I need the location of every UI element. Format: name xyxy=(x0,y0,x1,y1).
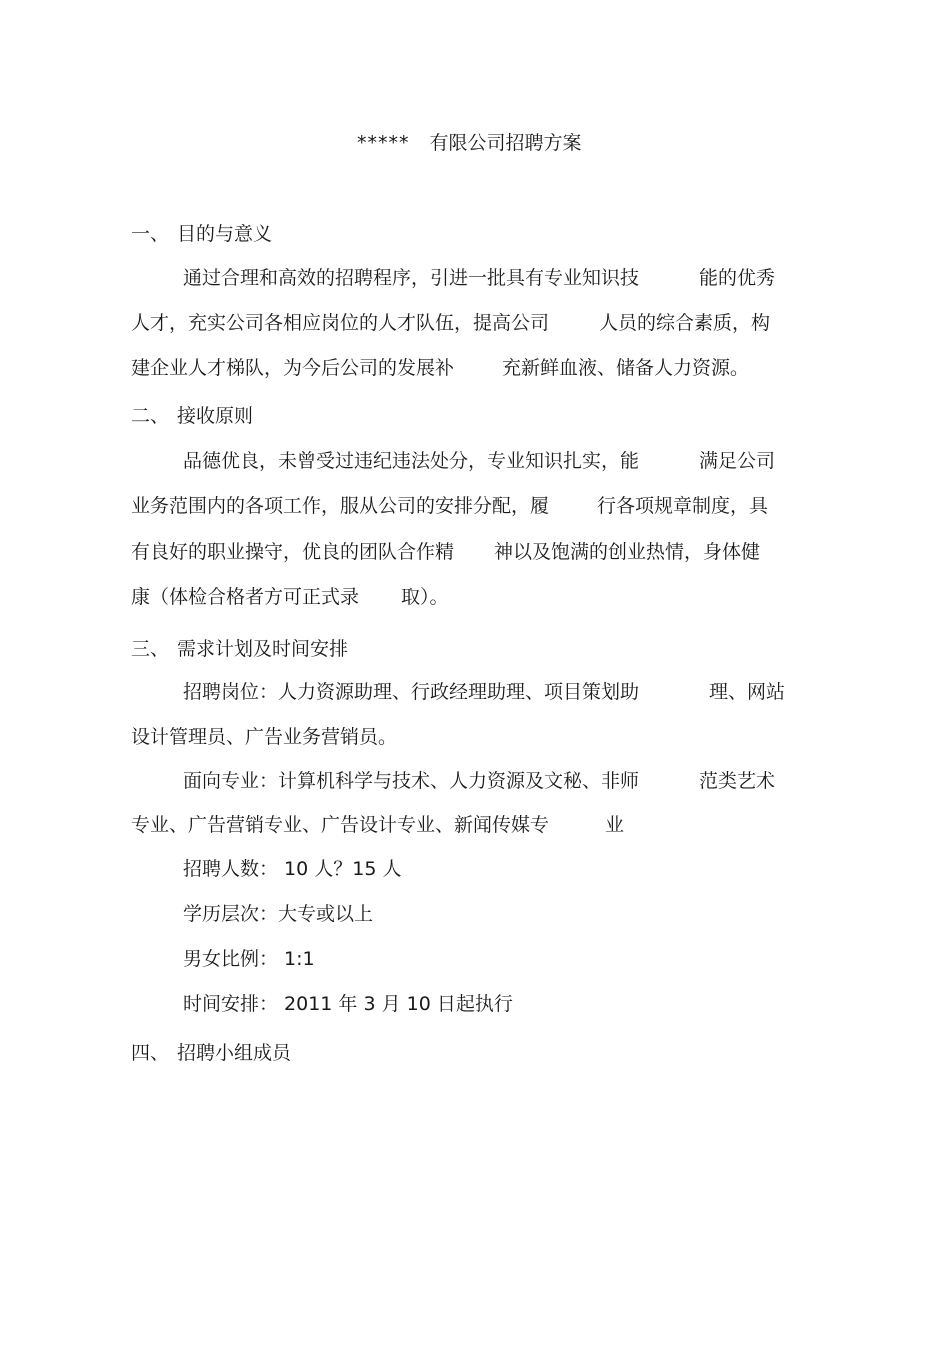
section-heading-1: 一、 目的与意义 xyxy=(131,223,273,245)
education-level: 学历层次：大专或以上 xyxy=(183,903,374,925)
time-schedule: 时间安排： 2011 年 3 月 10 日起执行 xyxy=(183,993,513,1015)
page-title xyxy=(357,131,582,155)
section-heading-3: 三、 需求计划及时间安排 xyxy=(131,638,349,660)
section-heading-4: 四、 招聘小组成员 xyxy=(131,1042,292,1064)
paragraph-line: 品德优良，未曾受过违纪违法处分，专业知识扎实，能 满足公司 xyxy=(183,450,776,472)
paragraph-line: 招聘岗位：人力资源助理、行政经理助理、项目策划助 理、网站 xyxy=(183,681,786,703)
title-stars: ***** xyxy=(357,132,410,154)
paragraph-line: 面向专业：计算机科学与技术、人力资源及文秘、非师 范类艺术 xyxy=(183,770,776,792)
gender-ratio: 男女比例： 1:1 xyxy=(183,948,315,970)
recruit-count: 招聘人数： 10 人？15 人 xyxy=(183,858,402,880)
paragraph-line: 人才，充实公司各相应岗位的人才队伍，提高公司 人员的综合素质，构 xyxy=(131,312,771,334)
paragraph-line: 业务范围内的各项工作，服从公司的安排分配，履 行各项规章制度，具 xyxy=(131,495,769,517)
paragraph-line: 建企业人才梯队，为今后公司的发展补 充新鲜血液、储备人力资源。 xyxy=(131,357,750,379)
paragraph-line: 通过合理和高效的招聘程序，引进一批具有专业知识技 能的优秀 xyxy=(183,267,776,289)
paragraph-line: 设计管理员、广告业务营销员。 xyxy=(131,726,398,748)
title-text: 有限公司招聘方案 xyxy=(429,132,582,154)
section-heading-2: 二、 接收原则 xyxy=(131,405,254,427)
paragraph-line: 专业、广告营销专业、广告设计专业、新闻传媒专 业 xyxy=(131,814,625,836)
paragraph-line: 康（体检合格者方可正式录 取）。 xyxy=(131,586,449,608)
paragraph-line: 有良好的职业操守，优良的团队合作精 神以及饱满的创业热情，身体健 xyxy=(131,541,761,563)
